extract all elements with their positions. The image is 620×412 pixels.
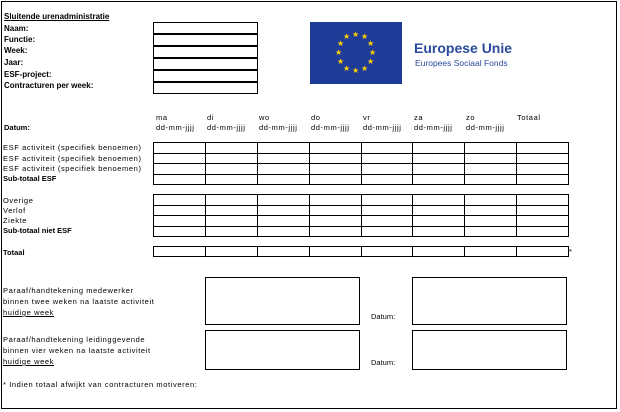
naam-input[interactable] <box>153 22 258 34</box>
other-hours-cell[interactable] <box>412 226 465 238</box>
day-date: dd-mm-jjjj <box>311 123 350 132</box>
esf-hours-cell[interactable] <box>257 174 310 186</box>
day-date: dd-mm-jjjj <box>466 123 505 132</box>
sig2-date-label: Datum: <box>371 358 396 367</box>
grand-total-cell[interactable] <box>464 246 517 257</box>
grand-total-cell[interactable] <box>257 246 310 257</box>
grand-total-label: Totaal <box>3 248 25 257</box>
sig1-line1: Paraaf/handtekening medewerker <box>3 286 134 295</box>
sig2-line2: binnen vier weken na laatste activiteit <box>3 346 151 355</box>
day-date: dd-mm-jjjj <box>414 123 453 132</box>
other-subtotal-label: Sub-totaal niet ESF <box>3 226 72 235</box>
footnote: * Indien totaal afwijkt van contracturen motiveren: <box>3 380 198 389</box>
other-hours-cell[interactable] <box>257 226 310 238</box>
other-row-label: Ziekte <box>3 216 28 225</box>
grand-total-cell[interactable] <box>153 246 206 257</box>
eu-subtitle: Europees Sociaal Fonds <box>415 58 508 68</box>
sig1-line2: binnen twee weken na laatste activiteit <box>3 297 155 306</box>
grand-total-cell[interactable] <box>412 246 465 257</box>
field-label-functie: Functie: <box>4 35 36 44</box>
manager-date-box[interactable] <box>412 330 567 370</box>
other-row-label: Overige <box>3 196 34 205</box>
eu-flag-icon: ★ ★ ★ ★ ★ ★ ★ ★ ★ ★ ★ ★ <box>310 22 402 84</box>
day-header: vr <box>363 113 371 122</box>
esf-hours-cell[interactable] <box>412 174 465 186</box>
day-date: dd-mm-jjjj <box>259 123 298 132</box>
other-hours-cell[interactable] <box>309 226 362 238</box>
day-header: wo <box>259 113 270 122</box>
day-date: dd-mm-jjjj <box>363 123 402 132</box>
esf-hours-cell[interactable] <box>153 174 206 186</box>
day-date: dd-mm-jjjj <box>207 123 246 132</box>
field-label-esf-project: ESF-project: <box>4 70 52 79</box>
day-header: ma <box>156 113 168 122</box>
field-label-jaar: Jaar: <box>4 58 24 67</box>
sig2-line1: Paraaf/handtekening leidinggevende <box>3 335 146 344</box>
day-header: za <box>414 113 424 122</box>
day-date: dd-mm-jjjj <box>156 123 195 132</box>
esf-hours-cell[interactable] <box>516 174 569 186</box>
grand-total-cell[interactable] <box>361 246 413 257</box>
other-hours-cell[interactable] <box>516 226 569 238</box>
eu-title: Europese Unie <box>414 40 513 56</box>
other-hours-cell[interactable] <box>361 226 413 238</box>
total-footnote-marker: * <box>569 247 572 256</box>
total-header: Totaal <box>517 113 541 122</box>
week-input[interactable] <box>153 46 258 58</box>
contracturen-input[interactable] <box>153 82 258 94</box>
grand-total-cell[interactable] <box>516 246 569 257</box>
esf-row-label: ESF activiteit (specifiek benoemen) <box>3 164 142 173</box>
field-label-naam: Naam: <box>4 24 29 33</box>
day-header: di <box>207 113 215 122</box>
day-header: zo <box>466 113 476 122</box>
manager-signature-box[interactable] <box>205 330 360 370</box>
esf-hours-cell[interactable] <box>361 174 413 186</box>
sig1-date-label: Datum: <box>371 312 396 321</box>
esf-hours-cell[interactable] <box>205 174 258 186</box>
esf-subtotal-label: Sub-totaal ESF <box>3 174 57 183</box>
functie-input[interactable] <box>153 34 258 46</box>
field-label-week: Week: <box>4 46 28 55</box>
grand-total-cell[interactable] <box>309 246 362 257</box>
day-header: do <box>311 113 321 122</box>
other-hours-cell[interactable] <box>464 226 517 238</box>
other-hours-cell[interactable] <box>205 226 258 238</box>
date-row-label: Datum: <box>4 123 30 132</box>
grand-total-cell[interactable] <box>205 246 258 257</box>
employee-date-box[interactable] <box>412 277 567 325</box>
form-title: Sluitende urenadministratie <box>4 12 110 21</box>
esf-project-input[interactable] <box>153 70 258 82</box>
sig2-line3: huidige week <box>3 357 54 366</box>
jaar-input[interactable] <box>153 58 258 70</box>
field-label-contracturen: Contracturen per week: <box>4 81 94 90</box>
employee-signature-box[interactable] <box>205 277 360 325</box>
other-hours-cell[interactable] <box>153 226 206 238</box>
esf-hours-cell[interactable] <box>309 174 362 186</box>
esf-row-label: ESF activiteit (specifiek benoemen) <box>3 143 142 152</box>
other-row-label: Verlof <box>3 206 26 215</box>
esf-row-label: ESF activiteit (specifiek benoemen) <box>3 154 142 163</box>
esf-hours-cell[interactable] <box>464 174 517 186</box>
sig1-line3: huidige week <box>3 308 54 317</box>
